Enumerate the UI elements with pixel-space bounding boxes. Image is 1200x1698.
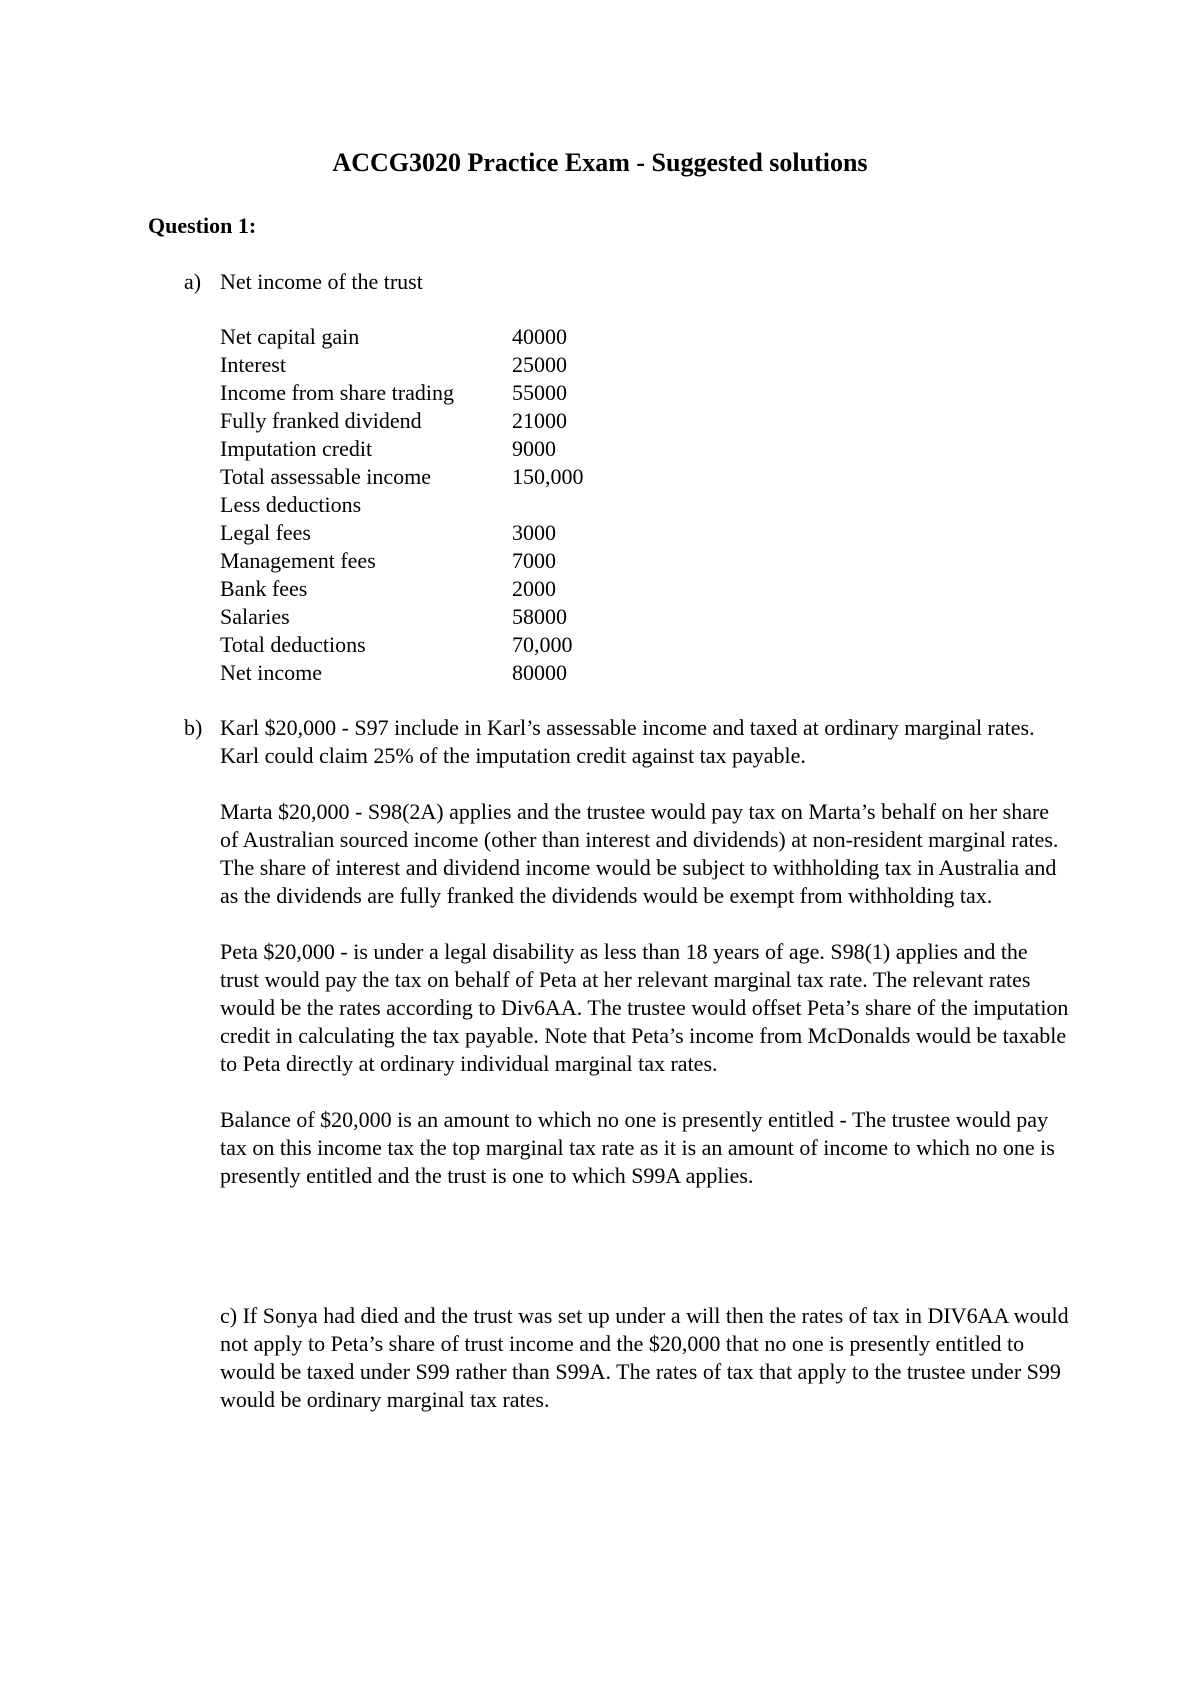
row-value: 25000 [512,352,567,377]
table-row [220,435,584,463]
row-value: 58000 [512,604,567,629]
table-row [220,603,584,631]
row-label: Net capital gain [220,324,360,349]
row-label: Salaries [220,604,290,629]
balance-paragraph: Balance of $20,000 is an amount to which no one is presently entitled - The trustee would pay tax on this income tax the top marginal tax rate as it is an amount of income to which no one is presently entitled and the trust is one to which S99A applies. [220,1107,1055,1188]
document-title: ACCG3020 Practice Exam - Suggested solutions [332,148,868,177]
part-b-item [184,714,1084,1218]
table-row [220,351,584,379]
row-label: Fully franked dividend [220,408,422,433]
part-c-paragraph: c) If Sonya had died and the trust was set up under a will then the rates of tax in DIV6AA would not apply to Peta’s share of trust income and the $20,000 that no one is presently entitled to would be taxed under S99 rather than S99A. The rates of tax that apply to the trustee under S99 would be ordinary marginal tax rates. [220,1303,1069,1412]
peta-paragraph: Peta $20,000 - is under a legal disability as less than 18 years of age. S98(1) applies and the trust would pay the tax on behalf of Peta at her relevant marginal tax rate. The relevant rates would be the rates according to Div6AA. The trustee would offset Peta’s share of the imputation credit in calculating the tax payable. Note that Peta’s income from McDonalds would be taxable to Peta directly at ordinary individual marginal tax rates. [220,939,1069,1076]
row-label: Income from share trading [220,380,454,405]
table-row [220,323,584,351]
row-label: Bank fees [220,576,308,601]
question-heading: Question 1: [148,213,257,238]
row-value: 2000 [512,576,556,601]
part-a-item [184,268,1084,296]
row-label: Less deductions [220,492,362,517]
row-value: 21000 [512,408,567,433]
table-row [220,519,584,547]
row-value [512,491,584,519]
table-row [220,463,584,491]
marta-paragraph: Marta $20,000 - S98(2A) applies and the trustee would pay tax on Marta’s behalf on her share of Australian sourced income (other than interest and dividends) at non-resident marginal rates. The share of interest and dividend income would be subject to withholding tax in Australia and as the dividends are fully franked the dividends would be exempt from withholding tax. [220,799,1059,908]
net-income-table [220,323,584,687]
karl-paragraph: Karl $20,000 - S97 include in Karl’s assessable income and taxed at ordinary marginal rates. Karl could claim 25% of the imputation credit against tax payable. [220,715,1035,768]
row-value: 9000 [512,436,556,461]
row-label: Management fees [220,548,376,573]
row-label: Legal fees [220,520,311,545]
row-label: Total deductions [220,632,366,657]
row-value: 3000 [512,520,556,545]
row-label: Imputation credit [220,436,373,461]
table-row [220,547,584,575]
row-value: 40000 [512,324,567,349]
part-a-marker: a) [184,269,202,294]
row-value: 70,000 [512,632,573,657]
table-row [220,631,584,659]
row-label: Total assessable income [220,464,432,489]
table-row [220,407,584,435]
row-label: Interest [220,352,286,377]
table-row [220,659,584,687]
table-row [220,379,584,407]
table-row [220,491,584,519]
row-value: 55000 [512,380,567,405]
part-a-heading: Net income of the trust [220,269,423,294]
row-value: 150,000 [512,464,584,489]
table-row [220,575,584,603]
part-b-marker: b) [184,715,203,740]
row-label: Net income [220,660,323,685]
row-value: 80000 [512,660,567,685]
row-value: 7000 [512,548,556,573]
